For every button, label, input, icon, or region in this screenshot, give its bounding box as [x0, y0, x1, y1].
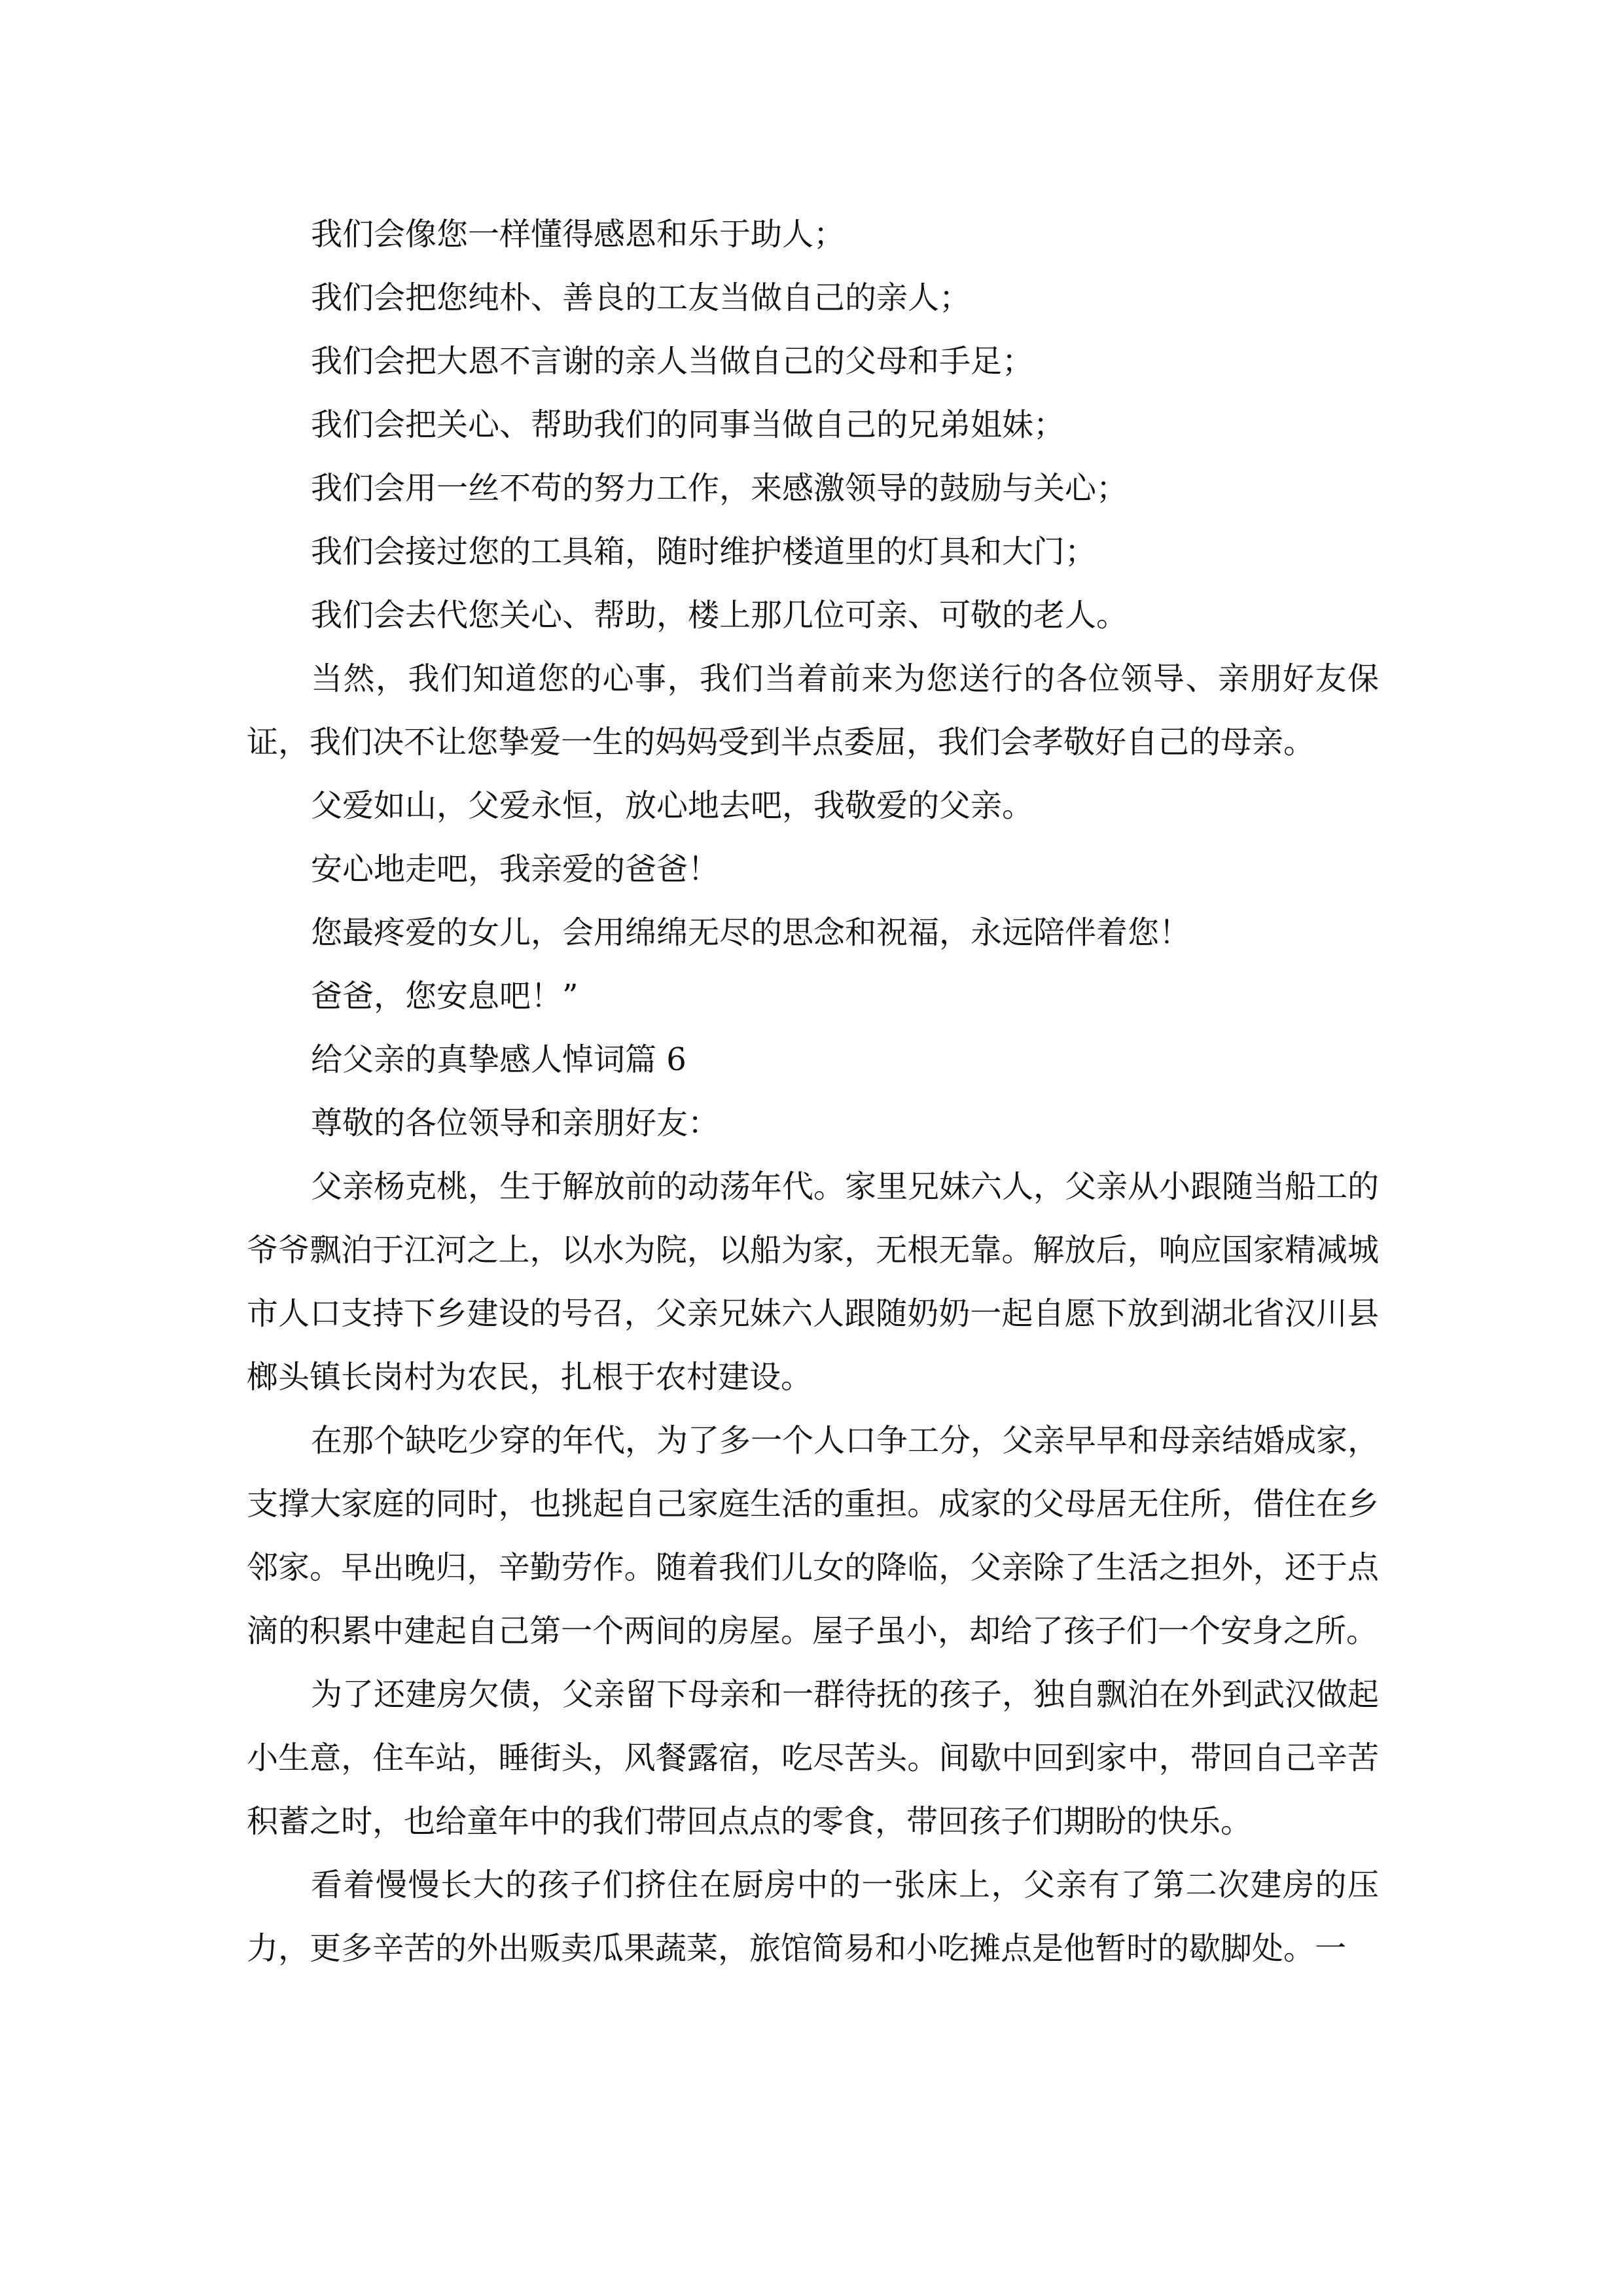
- text-line: 我们会用一丝不苟的努力工作，来感激领导的鼓励与关心；: [311, 470, 1128, 507]
- text-line: 我们会把大恩不言谢的亲人当做自己的父母和手足；: [311, 343, 1034, 380]
- text-line: 我们会把关心、帮助我们的同事当做自己的兄弟姐妹；: [311, 406, 1065, 443]
- paragraph-4: 看着慢慢长大的孩子们挤住在厨房中的一张床上，父亲有了第二次建房的压力，更多辛苦的外出贩卖瓜果蔬菜，旅馆简易和小吃摊点是他暂时的歇脚处。一: [247, 1867, 1379, 1967]
- paragraph-2: 在那个缺吃少穿的年代，为了多一个人口争工分，父亲早早和母亲结婚成家，支撑大家庭的同时，也挑起自己家庭生活的重担。成家的父母居无住所，借住在乡邻家。早出晚归，辛勤劳作。随着我们儿女的降临，父亲除了生活之担外，还于点滴的积累中建起自己第一个两间的房屋。屋子虽小，却给了孩子们一个安身之所。: [247, 1422, 1380, 1649]
- text-line: 我们会去代您关心、帮助，楼上那几位可亲、可敬的老人。: [311, 597, 1128, 634]
- document-body: [247, 203, 1379, 1981]
- paragraph-3: 为了还建房欠债，父亲留下母亲和一群待抚的孩子，独自飘泊在外到武汉做起小生意，住车站，睡街头，风餐露宿，吃尽苦头。间歇中回到家中，带回自己辛苦积蓄之时，也给童年中的我们带回点点的零食，带回孩子们期盼的快乐。: [247, 1676, 1380, 1840]
- section-title: 给父亲的真挚感人悼词篇 6: [311, 1041, 687, 1078]
- text-line: 您最疼爱的女儿，会用绵绵无尽的思念和祝福，永远陪伴着您！: [311, 914, 1191, 951]
- paragraph-promise: 当然，我们知道您的心事，我们当着前来为您送行的各位领导、亲朋好友保证，我们决不让您挚爱一生的妈妈受到半点委屈，我们会孝敬好自己的母亲。: [247, 660, 1379, 761]
- text-line: 安心地走吧，我亲爱的爸爸！: [311, 851, 720, 888]
- text-line: 爸爸，您安息吧！”: [311, 978, 579, 1014]
- salutation: 尊敬的各位领导和亲朋好友：: [311, 1105, 720, 1141]
- text-line: 我们会像您一样懂得感恩和乐于助人；: [311, 216, 846, 253]
- paragraph-1: 父亲杨克桃，生于解放前的动荡年代。家里兄妹六人，父亲从小跟随当船工的爷爷飘泊于江河之上，以水为院，以船为家，无根无靠。解放后，响应国家精减城市人口支持下乡建设的号召，父亲兄妹六人跟随奶奶一起自愿下放到湖北省汉川县榔头镇长岗村为农民，扎根于农村建设。: [247, 1168, 1380, 1395]
- text-line: 我们会把您纯朴、善良的工友当做自己的亲人；: [311, 279, 971, 316]
- text-line: 父爱如山，父爱永恒，放心地去吧，我敬爱的父亲。: [311, 787, 1034, 824]
- text-line: 我们会接过您的工具箱，随时维护楼道里的灯具和大门；: [311, 533, 1097, 570]
